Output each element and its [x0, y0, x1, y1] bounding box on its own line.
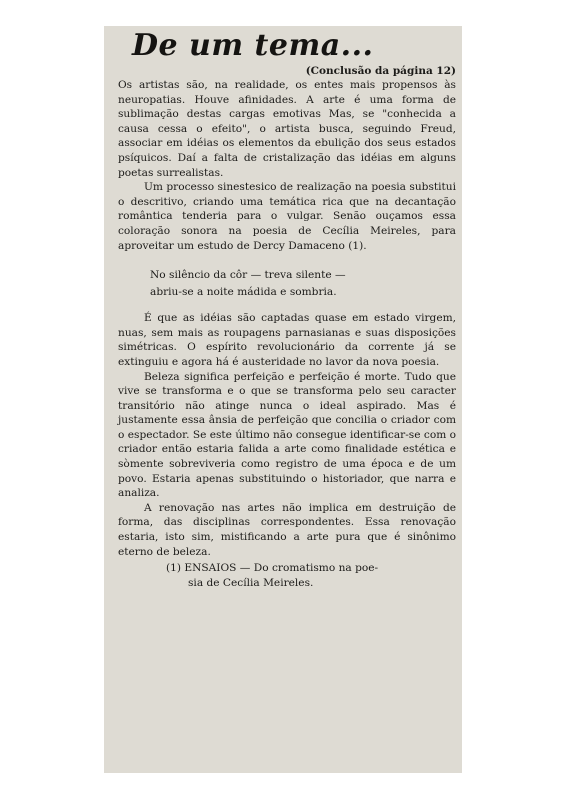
continuation-note: (Conclusão da página 12) [305, 65, 456, 77]
verse-line-1: No silêncio da côr — treva silente — [150, 269, 346, 282]
paragraph-4: Beleza significa perfeição e perfeição é morte. Tudo que vive se transforma e o que se transforma pelo seu caracter transitório não atinge nunca o ideal aspirado. Mas é justamente essa ânsia de perfeição que concilia o criador com o espectador. Se este último não consegue identificar-se com o criador então estaria falida a arte como finalidade estética e sòmente sobreviveria como registro de uma época e de um povo. Estaria apenas substituindo o historiador, que narra e analiza. [118, 370, 456, 500]
footnote [104, 561, 462, 590]
newspaper-clipping [104, 26, 462, 773]
verse-line-2: abriu-se a noite mádida e sombria. [150, 286, 337, 299]
paragraph-5: A renovação nas artes não implica em destruição de forma, das disciplinas correspondentes. Essa renovação estaria, isto sim, mistificando a arte pura que é sinônimo eterno de beleza. [118, 501, 456, 558]
footnote-line-2: sia de Cecília Meireles. [188, 576, 314, 589]
paragraph-3: É que as idéias são captadas quase em estado virgem, nuas, sem mais as roupagens parnasianas e suas disposições simétricas. O espírito revolucionário da corrente já se extinguiu e agora há é austeridade no lavor da nova poesia. [118, 312, 456, 368]
headline: De um tema... [132, 28, 374, 63]
verse-quote [118, 267, 456, 301]
paragraph-1: Os artistas são, na realidade, os entes mais propensos às neuropatias. Houve afinidades. A arte é uma forma de sublimação destas cargas emotivas Mas, se "conhecida a causa cessa o efeito", o artista busca, seguindo Freud, associar em idéias os elementos da ebulição dos seus estados psíquicos. Daí a falta de cristalização das idéias em alguns poetas surrealistas. [118, 79, 456, 179]
footnote-line-1: (1) ENSAIOS — Do cromatismo na poe- [166, 562, 379, 575]
article-body [104, 78, 462, 559]
paragraph-2: Um processo sinestesico de realização na poesia substitui o descritivo, criando uma temática rica que na decantação romântica tenderia para o vulgar. Senão ouçamos essa coloração sonora na poesia de Cecília Meireles, para aproveitar um estudo de Dercy Damaceno (1). [118, 181, 456, 252]
